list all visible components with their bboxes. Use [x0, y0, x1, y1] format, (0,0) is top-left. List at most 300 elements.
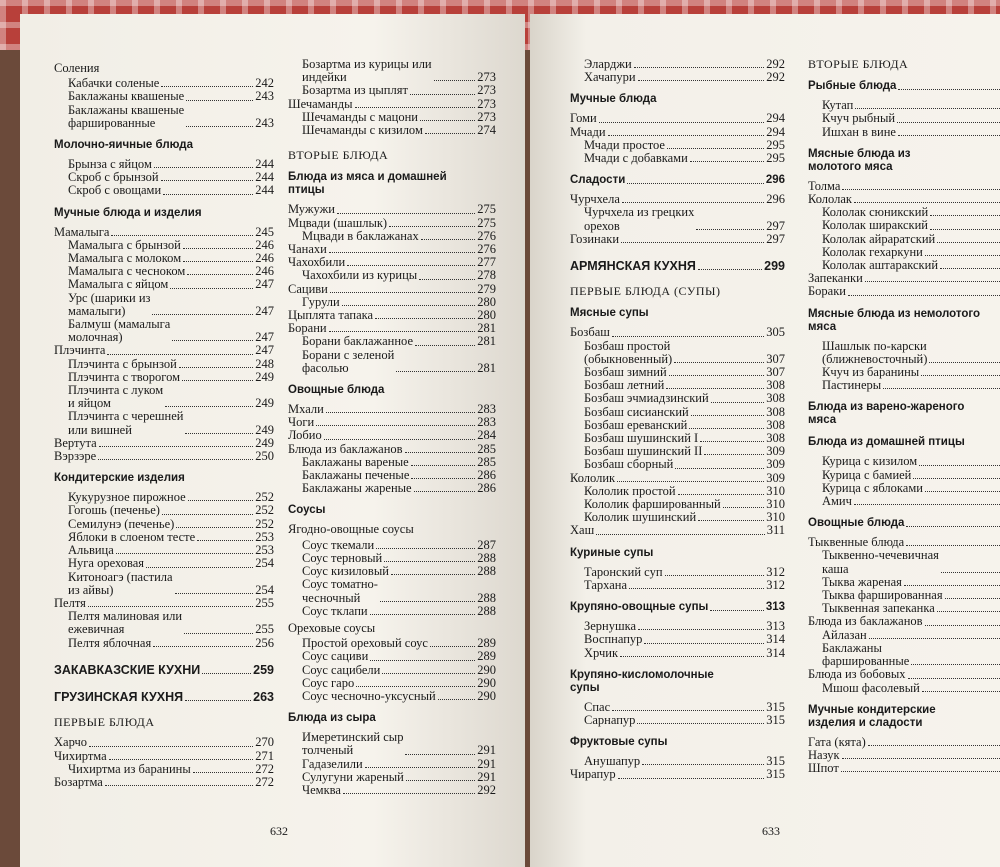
entry-page: 290 — [477, 662, 496, 677]
entry-page: 310 — [766, 510, 785, 525]
dot-leader — [356, 686, 475, 687]
dot-leader — [937, 611, 1000, 612]
toc-entry — [808, 642, 1000, 668]
dot-leader — [698, 520, 764, 521]
toc-entry — [570, 112, 785, 125]
dot-leader — [347, 265, 475, 266]
entry-title: Чирапур — [570, 767, 616, 782]
entry-page: 276 — [477, 228, 496, 243]
entry-page: 252 — [255, 503, 274, 518]
dot-leader — [382, 673, 475, 674]
entry-title: Соус чесночно-уксусный — [302, 688, 436, 703]
dot-leader — [146, 567, 253, 568]
entry-page: 308 — [766, 431, 785, 446]
entry-title: Вэрзэре — [54, 449, 97, 464]
toc-entry — [288, 335, 496, 348]
toc-entry — [808, 682, 1000, 695]
entry-title: Плэчинта с черешней или вишней — [68, 409, 184, 437]
subsection-heading: Блюда из мяса и домашней птицы — [288, 171, 447, 197]
entry-page: 281 — [477, 334, 496, 349]
dot-leader — [908, 678, 1000, 679]
dot-leader — [622, 202, 764, 203]
entry-title: Гадазелили — [302, 756, 363, 771]
toc-entry — [288, 758, 496, 771]
toc-entry — [288, 578, 496, 604]
entry-title: Бозартма из курицы или индейки — [302, 57, 432, 85]
entry-page: 309 — [766, 457, 785, 472]
dot-leader — [176, 527, 253, 528]
dot-leader — [153, 646, 253, 647]
entry-title: Кололик шушинский — [584, 510, 697, 525]
dot-leader — [925, 625, 1000, 626]
toc-entry — [288, 84, 496, 97]
entry-page: 276 — [477, 242, 496, 257]
dot-leader — [629, 588, 764, 589]
entry-page: 308 — [766, 404, 785, 419]
entry-title: Баклажаны вареные — [302, 454, 409, 469]
toc-entry — [54, 104, 274, 130]
toc-entry — [288, 269, 496, 282]
subsection-heading: Мясные супы — [570, 307, 649, 320]
entry-page: 295 — [766, 137, 785, 152]
entry-title: Гата (кята) — [808, 734, 866, 749]
entry-page: 313 — [765, 601, 785, 614]
entry-title: Блюда из бобовых — [808, 667, 906, 682]
entry-title: Крупяно-овощные супы — [570, 601, 709, 614]
toc-entry — [288, 124, 496, 137]
entry-title: Зернушка — [584, 619, 637, 634]
dot-leader — [634, 67, 765, 68]
dot-leader — [185, 700, 251, 701]
dot-leader — [898, 135, 1000, 136]
entry-page: 243 — [255, 115, 274, 130]
entry-title: Сладости — [570, 174, 626, 187]
entry-title: Мужужи — [288, 202, 335, 217]
toc-entry — [54, 776, 274, 789]
dot-leader — [906, 526, 1000, 527]
section-heading — [570, 601, 785, 614]
entry-title: Амич — [822, 494, 852, 509]
entry-title: Бозбаш эчмиадзинский — [584, 391, 709, 406]
toc-entry — [808, 668, 1000, 681]
toc-entry — [54, 318, 274, 344]
entry-page: 249 — [255, 396, 274, 411]
entry-title: Борани — [288, 321, 327, 336]
dot-leader — [405, 452, 476, 453]
entry-title: Чоги — [288, 415, 315, 430]
entry-title: Простой ореховый соус — [302, 636, 428, 651]
entry-title: Баклажаны квашеные фаршированные — [68, 102, 185, 130]
entry-title: Бозбаш простой (обыкновенный) — [584, 338, 673, 366]
entry-page: 274 — [477, 123, 496, 138]
entry-title: Соус сациви — [302, 649, 369, 664]
dot-leader — [370, 660, 475, 661]
entry-page: 291 — [477, 756, 496, 771]
entry-page: 308 — [766, 417, 785, 432]
dot-leader — [326, 412, 475, 413]
dot-leader — [116, 553, 253, 554]
dot-leader — [182, 380, 253, 381]
entry-page: 254 — [255, 582, 274, 597]
toc-entry — [288, 98, 496, 111]
entry-title: Пелтя яблочная — [68, 635, 152, 650]
entry-title: Бозбаш шушинский I — [584, 431, 699, 446]
dot-leader — [940, 268, 1000, 269]
toc-entry — [570, 566, 785, 579]
entry-title: Шечаманды с мацони — [302, 109, 418, 124]
dot-leader — [669, 375, 765, 376]
toc-entry — [54, 637, 274, 650]
toc-entry — [570, 524, 785, 537]
entry-title: Скроб с брынзой — [68, 170, 159, 185]
entry-title: Гогошь (печенье) — [68, 503, 160, 518]
entry-title: Чанахи — [288, 242, 327, 257]
entry-title: Таронский суп — [584, 564, 663, 579]
entry-title: Спас — [584, 699, 611, 714]
entry-title: Кололак — [808, 192, 852, 207]
entry-title: Кололак сюникский — [822, 205, 929, 220]
dot-leader — [88, 606, 253, 607]
entry-page: 294 — [766, 111, 785, 126]
dot-leader — [154, 167, 253, 168]
subsection-heading: Блюда из домашней птицы — [808, 436, 965, 449]
dot-leader — [666, 388, 764, 389]
entry-title: Кчуч рыбный — [822, 111, 896, 126]
entry-title: Плэчинта — [54, 343, 106, 358]
dot-leader — [376, 548, 475, 549]
entry-title: Баклажаны фаршированные — [822, 640, 910, 669]
toc-entry — [570, 701, 785, 714]
entry-page: 314 — [766, 645, 785, 660]
toc-entry — [570, 392, 785, 405]
entry-page: 311 — [766, 523, 785, 538]
entry-page: 296 — [766, 192, 785, 207]
toc-entry — [808, 219, 1000, 232]
entry-title: Соус тклапи — [302, 603, 368, 618]
dot-leader — [380, 601, 475, 602]
dot-leader — [111, 235, 253, 236]
toc-entry — [54, 358, 274, 371]
dot-leader — [389, 226, 475, 227]
toc-entry — [288, 731, 496, 757]
entry-page: 278 — [477, 268, 496, 283]
entry-title: Тыквенно-чечевичная каша — [822, 548, 939, 576]
entry-title: Урс (шарики из мамалыги) — [68, 290, 151, 318]
dot-leader — [414, 491, 476, 492]
entry-title: Запеканки — [808, 271, 863, 286]
entry-title: Пелтя — [54, 595, 86, 610]
entry-page: 286 — [477, 468, 496, 483]
toc-entry — [54, 557, 274, 570]
entry-title: Пастинеры — [822, 378, 882, 393]
dot-leader — [425, 133, 475, 134]
toc-entry — [288, 429, 496, 442]
dot-leader — [710, 610, 763, 611]
entry-page: 297 — [766, 231, 785, 246]
toc-entry — [288, 539, 496, 552]
dot-leader — [324, 439, 476, 440]
toc-entry — [808, 629, 1000, 642]
entry-title: Соус кизиловый — [302, 564, 389, 579]
dot-leader — [89, 746, 253, 747]
entry-title: Кололак айраратский — [822, 231, 936, 246]
toc-entry — [808, 126, 1000, 139]
entry-page: 312 — [766, 564, 785, 579]
entry-title: Сулугуни жареный — [302, 769, 404, 784]
page-number: 633 — [762, 824, 780, 838]
entry-page: 296 — [765, 174, 785, 187]
entry-page: 250 — [255, 449, 274, 464]
toc-entry — [808, 469, 1000, 482]
entry-title: Кололик — [570, 470, 616, 485]
dot-leader — [384, 561, 475, 562]
dot-leader — [406, 780, 475, 781]
entry-page: 291 — [477, 743, 496, 758]
entry-title: Чурчхела — [570, 192, 620, 207]
entry-page: 277 — [477, 255, 496, 270]
toc-entry — [570, 472, 785, 485]
toc-entry — [808, 233, 1000, 246]
entry-page: 292 — [766, 57, 785, 71]
entry-title: Баклажаны печеные — [302, 468, 410, 483]
subsection-heading: Блюда из сыра — [288, 712, 376, 725]
entry-title: Мчади с добавками — [584, 151, 688, 166]
toc-entry — [288, 349, 496, 375]
dot-leader — [343, 793, 475, 794]
entry-title: Бозартма — [54, 774, 103, 789]
toc-entry — [288, 650, 496, 663]
entry-page: 253 — [255, 529, 274, 544]
entry-page: 275 — [477, 215, 496, 230]
dot-leader — [854, 504, 1000, 505]
toc-entry — [288, 58, 496, 84]
toc-entry — [288, 771, 496, 784]
dot-leader — [921, 375, 1000, 376]
entry-page: 247 — [255, 343, 274, 358]
entry-title: Хрчик — [584, 645, 619, 660]
toc-entry — [54, 226, 274, 239]
dot-leader — [188, 500, 254, 501]
entry-page: 246 — [255, 251, 274, 266]
subsection-heading: Крупяно-кисломолочные супы — [570, 668, 714, 694]
subsection-heading: Мясные блюда из молотого мяса — [808, 147, 911, 173]
dot-leader — [163, 194, 253, 195]
dot-leader — [618, 778, 765, 779]
entry-title: Сарнапур — [584, 712, 636, 727]
entry-title: Баклажаны квашеные — [68, 89, 185, 104]
entry-title: Чемква — [302, 782, 341, 797]
entry-title: Мцвади в баклажанах — [302, 228, 419, 243]
entry-page: 246 — [255, 237, 274, 252]
dot-leader — [197, 540, 253, 541]
toc-entry — [288, 217, 496, 230]
entry-title: Бозбаш летний — [584, 378, 665, 393]
entry-page: 242 — [255, 76, 274, 91]
entry-title: Тыква фаршированная — [822, 588, 943, 603]
entry-page: 252 — [255, 490, 274, 505]
entry-page: 247 — [255, 330, 274, 345]
toc-entry — [288, 482, 496, 495]
entry-title: Бозбаш — [570, 325, 610, 340]
dot-leader — [316, 425, 475, 426]
entry-page: 288 — [477, 590, 496, 605]
dot-leader — [869, 638, 1000, 639]
dot-leader — [329, 252, 475, 253]
dot-leader — [929, 362, 1000, 363]
dot-leader — [868, 745, 1000, 746]
entry-page: 312 — [766, 577, 785, 592]
entry-title: Овощные блюда — [808, 517, 905, 530]
toc-entry — [288, 605, 496, 618]
dot-leader — [405, 754, 475, 755]
entry-title: Чихиртма из баранины — [68, 761, 191, 776]
group-label: Ягодно-овощные соусы — [288, 522, 414, 537]
entry-title: Соус ткемали — [302, 537, 375, 552]
entry-title: Кутап — [822, 98, 854, 113]
entry-title: Бозартма из цыплят — [302, 83, 408, 98]
entry-page: 310 — [766, 497, 785, 512]
entry-title: Шашлык по-карски (ближневосточный) — [822, 338, 928, 366]
entry-page: 297 — [766, 218, 785, 233]
dot-leader — [674, 362, 764, 363]
dot-leader — [691, 415, 765, 416]
toc-entry — [288, 664, 496, 677]
dot-leader — [848, 295, 1000, 296]
entry-title: Хачапури — [584, 70, 636, 85]
entry-page: 283 — [477, 415, 496, 430]
dot-leader — [421, 239, 476, 240]
entry-title: Курица с кизилом — [822, 454, 918, 469]
entry-title: Соус гаро — [302, 675, 355, 690]
dot-leader — [865, 281, 1000, 282]
entry-title: Ишхан в вине — [822, 124, 896, 139]
entry-title: АРМЯНСКАЯ КУХНЯ — [570, 259, 696, 274]
entry-title: Тыква жареная — [822, 574, 902, 589]
toc-entry — [570, 647, 785, 660]
entry-title: Мамалыга с брынзой — [68, 237, 181, 252]
entry-title: Анушапур — [584, 754, 641, 769]
entry-title: Мамалыга — [54, 224, 110, 239]
entry-title: Тыквенная запеканка — [822, 601, 935, 616]
toc-entry — [570, 126, 785, 139]
entry-page: 252 — [255, 516, 274, 531]
entry-page: 292 — [766, 70, 785, 85]
entry-title: Мамалыга с яйцом — [68, 277, 169, 292]
entry-page: 285 — [477, 441, 496, 456]
dot-leader — [370, 614, 476, 615]
entry-title: Блюда из баклажанов — [808, 614, 923, 629]
dot-leader — [415, 345, 475, 346]
dot-leader — [99, 446, 254, 447]
section-heading — [808, 517, 1000, 530]
subsection-heading: Мучные блюда и изделия — [54, 206, 202, 219]
toc-entry — [808, 615, 1000, 628]
entry-page: 273 — [477, 109, 496, 124]
entry-page: 270 — [255, 735, 274, 750]
toc-entry — [288, 690, 496, 703]
entry-title: Баклажаны жареные — [302, 481, 412, 496]
entry-page: 275 — [477, 202, 496, 217]
dot-leader — [330, 292, 475, 293]
right-page-column-2 — [808, 58, 1000, 775]
entry-page: 256 — [255, 635, 274, 650]
entry-title: Яблоки в слоеном тесте — [68, 529, 196, 544]
entry-title: Скроб с овощами — [68, 183, 162, 198]
right-page — [530, 14, 1000, 867]
dot-leader — [925, 491, 1000, 492]
dot-leader — [434, 80, 476, 81]
dot-leader — [911, 664, 1000, 665]
entry-title: Чахохбили из курицы — [302, 268, 418, 283]
dot-leader — [186, 100, 253, 101]
entry-title: Кололак ширакский — [822, 218, 928, 233]
toc-entry — [570, 406, 785, 419]
dot-leader — [193, 772, 254, 773]
entry-page: 308 — [766, 378, 785, 393]
course-heading: ВТОРЫЕ БЛЮДА — [808, 57, 909, 71]
toc-entry — [54, 410, 274, 436]
toc-entry — [54, 90, 274, 103]
dot-leader — [179, 367, 253, 368]
toc-entry — [54, 278, 274, 291]
entry-page: 290 — [477, 675, 496, 690]
entry-page: 307 — [766, 365, 785, 380]
toc-entry — [288, 203, 496, 216]
entry-page: 271 — [255, 748, 274, 763]
dot-leader — [617, 481, 764, 482]
subsection-heading: Блюда из варено-жареного мяса — [808, 401, 965, 427]
entry-page: 247 — [255, 303, 274, 318]
entry-page: 253 — [255, 543, 274, 558]
entry-page: 313 — [766, 619, 785, 634]
dot-leader — [183, 248, 253, 249]
entry-page: 247 — [255, 277, 274, 292]
entry-page: 309 — [766, 470, 785, 485]
entry-title: Курица с бамией — [822, 467, 912, 482]
toc-entry — [570, 326, 785, 339]
dot-leader — [612, 336, 764, 337]
entry-title: Цыплята тапака — [288, 308, 374, 323]
entry-page: 281 — [477, 360, 496, 375]
entry-title: Семилунэ (печенье) — [68, 516, 175, 531]
entry-title: Тархана — [584, 577, 627, 592]
entry-page: 289 — [477, 649, 496, 664]
entry-title: Мцвади (шашлык) — [288, 215, 388, 230]
entry-title: Китоноагэ (пастила из айвы) — [68, 569, 173, 597]
subsection-heading: Фруктовые супы — [570, 736, 668, 749]
entry-title: Соус сацибели — [302, 662, 381, 677]
dot-leader — [621, 242, 764, 243]
toc-entry — [54, 763, 274, 776]
entry-title: Кабачки соленые — [68, 76, 160, 91]
entry-page: 286 — [477, 481, 496, 496]
dot-leader — [161, 180, 254, 181]
entry-page: 315 — [766, 754, 785, 769]
entry-title: Кололак гехаркуни — [822, 244, 923, 259]
entry-title: Эларджи — [584, 57, 632, 71]
dot-leader — [109, 759, 254, 760]
entry-title: Балмуш (мамалыга молочная) — [68, 317, 171, 345]
entry-page: 299 — [764, 259, 785, 274]
entry-page: 272 — [255, 774, 274, 789]
entry-title: Вертута — [54, 435, 97, 450]
entry-title: Мамалыга с молоком — [68, 251, 182, 266]
section-heading — [570, 174, 785, 187]
dot-leader — [897, 122, 1000, 123]
entry-page: 310 — [766, 483, 785, 498]
dot-leader — [696, 229, 764, 230]
entry-page: 246 — [255, 264, 274, 279]
